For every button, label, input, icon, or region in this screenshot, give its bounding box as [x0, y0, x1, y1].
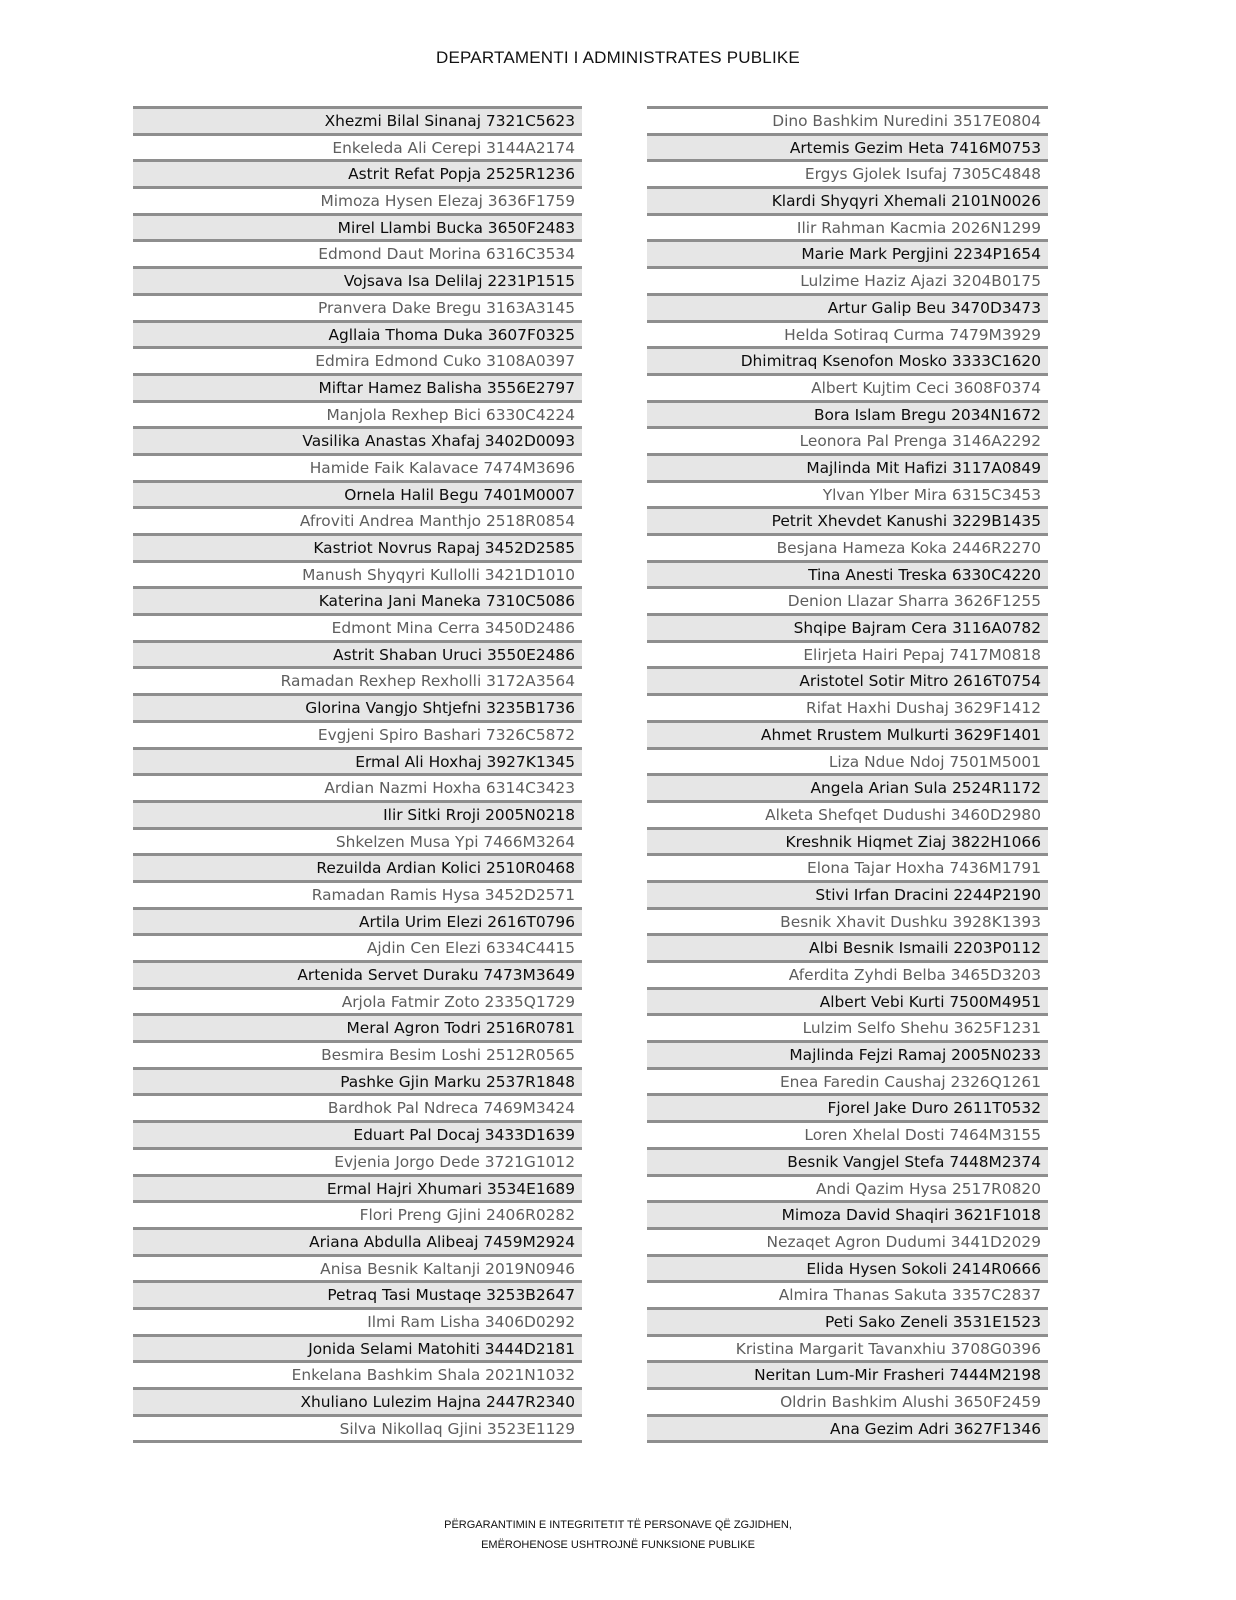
footer-line-1: PËRGARANTIMIN E INTEGRITETIT TË PERSONAVE QË ZGJIDHEN,	[444, 1519, 792, 1531]
list-item: Elona Tajar Hoxha 7436M1791	[647, 853, 1048, 880]
list-item: Edmira Edmond Cuko 3108A0397	[133, 346, 582, 373]
list-item: Enkelana Bashkim Shala 2021N1032	[133, 1360, 582, 1387]
list-item: Majlinda Mit Hafizi 3117A0849	[647, 453, 1048, 480]
list-item: Evgjeni Spiro Bashari 7326C5872	[133, 720, 582, 747]
list-item: Meral Agron Todri 2516R0781	[133, 1013, 582, 1040]
list-item: Jonida Selami Matohiti 3444D2181	[133, 1334, 582, 1361]
list-item: Astrit Shaban Uruci 3550E2486	[133, 640, 582, 667]
list-item: Vojsava Isa Delilaj 2231P1515	[133, 266, 582, 293]
list-bottom-rule	[133, 1440, 582, 1443]
list-item: Manjola Rexhep Bici 6330C4224	[133, 400, 582, 427]
list-item: Helda Sotiraq Curma 7479M3929	[647, 320, 1048, 347]
list-item: Lulzim Selfo Shehu 3625F1231	[647, 1013, 1048, 1040]
list-item: Glorina Vangjo Shtjefni 3235B1736	[133, 693, 582, 720]
list-item: Bora Islam Bregu 2034N1672	[647, 400, 1048, 427]
list-item: Andi Qazim Hysa 2517R0820	[647, 1174, 1048, 1201]
list-item: Denion Llazar Sharra 3626F1255	[647, 586, 1048, 613]
list-item: Rifat Haxhi Dushaj 3629F1412	[647, 693, 1048, 720]
list-item: Petrit Xhevdet Kanushi 3229B1435	[647, 506, 1048, 533]
list-item: Miftar Hamez Balisha 3556E2797	[133, 373, 582, 400]
list-item: Albert Vebi Kurti 7500M4951	[647, 987, 1048, 1014]
list-item: Ermal Ali Hoxhaj 3927K1345	[133, 747, 582, 774]
list-item: Loren Xhelal Dosti 7464M3155	[647, 1120, 1048, 1147]
right-name-list	[647, 106, 1048, 1443]
list-item: Mimoza Hysen Elezaj 3636F1759	[133, 186, 582, 213]
list-item: Peti Sako Zeneli 3531E1523	[647, 1307, 1048, 1334]
list-item: Hamide Faik Kalavace 7474M3696	[133, 453, 582, 480]
list-item: Ariana Abdulla Alibeaj 7459M2924	[133, 1227, 582, 1254]
list-item: Ramadan Ramis Hysa 3452D2571	[133, 880, 582, 907]
list-item: Kastriot Novrus Rapaj 3452D2585	[133, 533, 582, 560]
list-item: Evjenia Jorgo Dede 3721G1012	[133, 1147, 582, 1174]
list-item: Rezuilda Ardian Kolici 2510R0468	[133, 853, 582, 880]
list-item: Angela Arian Sula 2524R1172	[647, 773, 1048, 800]
list-item: Besnik Xhavit Dushku 3928K1393	[647, 907, 1048, 934]
list-item: Artenida Servet Duraku 7473M3649	[133, 960, 582, 987]
list-item: Silva Nikollaq Gjini 3523E1129	[133, 1414, 582, 1441]
list-item: Anisa Besnik Kaltanji 2019N0946	[133, 1254, 582, 1281]
list-item: Fjorel Jake Duro 2611T0532	[647, 1093, 1048, 1120]
list-item: Xhuliano Lulezim Hajna 2447R2340	[133, 1387, 582, 1414]
list-item: Enkeleda Ali Cerepi 3144A2174	[133, 133, 582, 160]
list-item: Xhezmi Bilal Sinanaj 7321C5623	[133, 106, 582, 133]
list-item: Kreshnik Hiqmet Ziaj 3822H1066	[647, 827, 1048, 854]
list-item: Elida Hysen Sokoli 2414R0666	[647, 1254, 1048, 1281]
list-item: Artila Urim Elezi 2616T0796	[133, 907, 582, 934]
list-item: Bardhok Pal Ndreca 7469M3424	[133, 1093, 582, 1120]
list-item: Shqipe Bajram Cera 3116A0782	[647, 613, 1048, 640]
list-item: Marie Mark Pergjini 2234P1654	[647, 239, 1048, 266]
list-item: Ergys Gjolek Isufaj 7305C4848	[647, 159, 1048, 186]
list-item: Arjola Fatmir Zoto 2335Q1729	[133, 987, 582, 1014]
list-item: Besmira Besim Loshi 2512R0565	[133, 1040, 582, 1067]
list-item: Pashke Gjin Marku 2537R1848	[133, 1067, 582, 1094]
list-item: Ilmi Ram Lisha 3406D0292	[133, 1307, 582, 1334]
list-item: Agllaia Thoma Duka 3607F0325	[133, 320, 582, 347]
list-bottom-rule	[647, 1440, 1048, 1443]
list-item: Besnik Vangjel Stefa 7448M2374	[647, 1147, 1048, 1174]
list-item: Ana Gezim Adri 3627F1346	[647, 1414, 1048, 1441]
list-item: Ahmet Rrustem Mulkurti 3629F1401	[647, 720, 1048, 747]
list-item: Majlinda Fejzi Ramaj 2005N0233	[647, 1040, 1048, 1067]
list-item: Besjana Hameza Koka 2446R2270	[647, 533, 1048, 560]
list-item: Artemis Gezim Heta 7416M0753	[647, 133, 1048, 160]
list-item: Vasilika Anastas Xhafaj 3402D0093	[133, 426, 582, 453]
list-item: Leonora Pal Prenga 3146A2292	[647, 426, 1048, 453]
list-item: Ilir Rahman Kacmia 2026N1299	[647, 213, 1048, 240]
list-item: Neritan Lum-Mir Frasheri 7444M2198	[647, 1360, 1048, 1387]
list-item: Ermal Hajri Xhumari 3534E1689	[133, 1174, 582, 1201]
list-item: Liza Ndue Ndoj 7501M5001	[647, 747, 1048, 774]
list-item: Elirjeta Hairi Pepaj 7417M0818	[647, 640, 1048, 667]
list-item: Shkelzen Musa Ypi 7466M3264	[133, 827, 582, 854]
list-item: Katerina Jani Maneka 7310C5086	[133, 586, 582, 613]
list-item: Tina Anesti Treska 6330C4220	[647, 560, 1048, 587]
page-title: DEPARTAMENTI I ADMINISTRATES PUBLIKE	[436, 48, 800, 67]
list-item: Almira Thanas Sakuta 3357C2837	[647, 1280, 1048, 1307]
list-item: Ajdin Cen Elezi 6334C4415	[133, 933, 582, 960]
list-item: Mirel Llambi Bucka 3650F2483	[133, 213, 582, 240]
list-item: Flori Preng Gjini 2406R0282	[133, 1200, 582, 1227]
list-item: Enea Faredin Caushaj 2326Q1261	[647, 1067, 1048, 1094]
list-item: Ardian Nazmi Hoxha 6314C3423	[133, 773, 582, 800]
list-item: Mimoza David Shaqiri 3621F1018	[647, 1200, 1048, 1227]
list-item: Petraq Tasi Mustaqe 3253B2647	[133, 1280, 582, 1307]
list-item: Edmond Daut Morina 6316C3534	[133, 239, 582, 266]
list-item: Aristotel Sotir Mitro 2616T0754	[647, 666, 1048, 693]
list-item: Ylvan Ylber Mira 6315C3453	[647, 480, 1048, 507]
list-item: Kristina Margarit Tavanxhiu 3708G0396	[647, 1334, 1048, 1361]
list-item: Klardi Shyqyri Xhemali 2101N0026	[647, 186, 1048, 213]
list-item: Ilir Sitki Rroji 2005N0218	[133, 800, 582, 827]
list-item: Pranvera Dake Bregu 3163A3145	[133, 293, 582, 320]
list-item: Eduart Pal Docaj 3433D1639	[133, 1120, 582, 1147]
list-item: Astrit Refat Popja 2525R1236	[133, 159, 582, 186]
list-item: Ramadan Rexhep Rexholli 3172A3564	[133, 666, 582, 693]
left-name-list	[133, 106, 582, 1443]
list-item: Nezaqet Agron Dudumi 3441D2029	[647, 1227, 1048, 1254]
page-footer	[0, 1515, 1236, 1555]
list-item: Lulzime Haziz Ajazi 3204B0175	[647, 266, 1048, 293]
list-item: Afroviti Andrea Manthjo 2518R0854	[133, 506, 582, 533]
list-item: Manush Shyqyri Kullolli 3421D1010	[133, 560, 582, 587]
list-item: Dhimitraq Ksenofon Mosko 3333C1620	[647, 346, 1048, 373]
list-item: Oldrin Bashkim Alushi 3650F2459	[647, 1387, 1048, 1414]
list-item: Artur Galip Beu 3470D3473	[647, 293, 1048, 320]
list-item: Aferdita Zyhdi Belba 3465D3203	[647, 960, 1048, 987]
list-item: Alketa Shefqet Dudushi 3460D2980	[647, 800, 1048, 827]
list-item: Edmont Mina Cerra 3450D2486	[133, 613, 582, 640]
list-item: Albi Besnik Ismaili 2203P0112	[647, 933, 1048, 960]
list-item: Ornela Halil Begu 7401M0007	[133, 480, 582, 507]
list-item: Stivi Irfan Dracini 2244P2190	[647, 880, 1048, 907]
list-item: Dino Bashkim Nuredini 3517E0804	[647, 106, 1048, 133]
list-item: Albert Kujtim Ceci 3608F0374	[647, 373, 1048, 400]
footer-line-2: EMËROHENOSE USHTROJNË FUNKSIONE PUBLIKE	[481, 1539, 755, 1551]
